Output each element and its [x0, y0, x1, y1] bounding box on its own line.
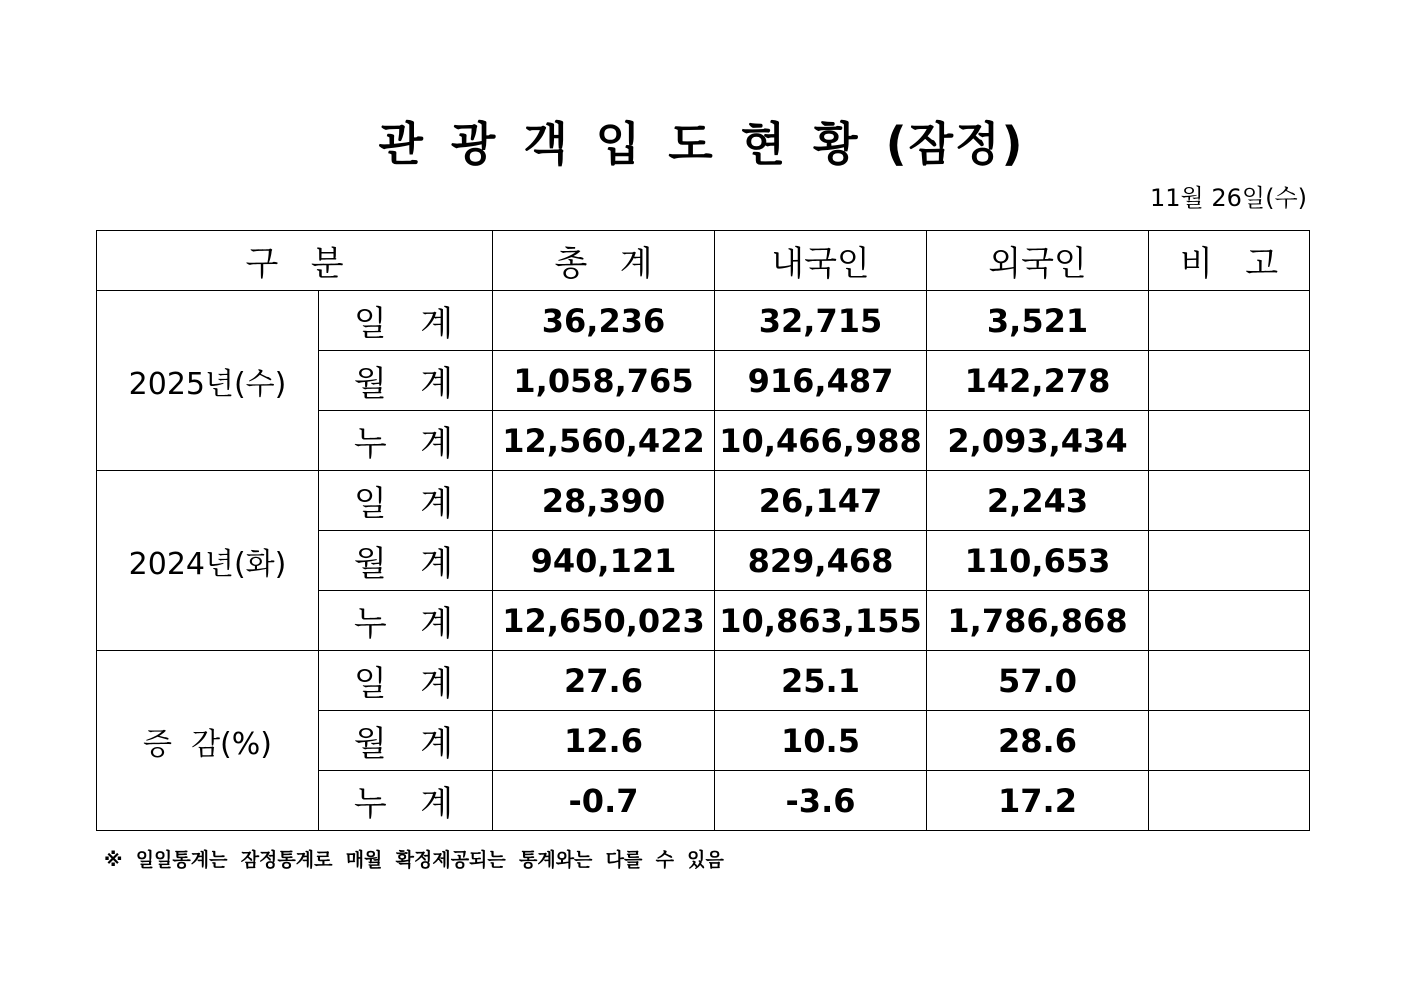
page-title: 관 광 객 입 도 현 황 (잠정): [378, 117, 1025, 171]
row-label: 누 계: [319, 771, 493, 831]
row-label: 일 계: [319, 291, 493, 351]
cell-total: 12,650,023: [493, 591, 715, 651]
row-label: 일 계: [319, 471, 493, 531]
header-remarks: 비 고: [1149, 231, 1310, 291]
cell-total: 1,058,765: [493, 351, 715, 411]
visitor-stats-table: [96, 230, 1310, 831]
cell-total: -0.7: [493, 771, 715, 831]
cell-foreign: 110,653: [927, 531, 1149, 591]
report-date: 11월 26일(수): [1150, 184, 1307, 212]
cell-foreign: 2,093,434: [927, 411, 1149, 471]
cell-remarks: [1149, 291, 1310, 351]
row-label: 누 계: [319, 591, 493, 651]
group-label: 2024년(화): [97, 471, 319, 651]
cell-domestic: 916,487: [715, 351, 927, 411]
cell-domestic: 25.1: [715, 651, 927, 711]
header-foreign: 외국인: [927, 231, 1149, 291]
group-label: 2025년(수): [97, 291, 319, 471]
cell-domestic: -3.6: [715, 771, 927, 831]
row-label: 월 계: [319, 531, 493, 591]
group-label: 증 감(%): [97, 651, 319, 831]
table-row: [97, 471, 1310, 531]
table-header-row: [97, 231, 1310, 291]
cell-total: 12,560,422: [493, 411, 715, 471]
header-domestic: 내국인: [715, 231, 927, 291]
cell-total: 27.6: [493, 651, 715, 711]
row-label: 일 계: [319, 651, 493, 711]
footnote: ※ 일일통계는 잠정통계로 매월 확정제공되는 통계와는 다를 수 있음: [104, 849, 724, 871]
cell-foreign: 2,243: [927, 471, 1149, 531]
cell-foreign: 57.0: [927, 651, 1149, 711]
cell-foreign: 142,278: [927, 351, 1149, 411]
cell-foreign: 17.2: [927, 771, 1149, 831]
row-label: 월 계: [319, 351, 493, 411]
cell-remarks: [1149, 531, 1310, 591]
header-category: 구 분: [97, 231, 493, 291]
cell-domestic: 10,466,988: [715, 411, 927, 471]
cell-remarks: [1149, 411, 1310, 471]
cell-foreign: 28.6: [927, 711, 1149, 771]
cell-total: 940,121: [493, 531, 715, 591]
cell-domestic: 10.5: [715, 711, 927, 771]
cell-domestic: 10,863,155: [715, 591, 927, 651]
cell-foreign: 3,521: [927, 291, 1149, 351]
cell-remarks: [1149, 711, 1310, 771]
cell-remarks: [1149, 651, 1310, 711]
cell-domestic: 829,468: [715, 531, 927, 591]
cell-foreign: 1,786,868: [927, 591, 1149, 651]
header-total: 총 계: [493, 231, 715, 291]
cell-remarks: [1149, 351, 1310, 411]
row-label: 누 계: [319, 411, 493, 471]
cell-total: 36,236: [493, 291, 715, 351]
cell-domestic: 32,715: [715, 291, 927, 351]
cell-domestic: 26,147: [715, 471, 927, 531]
cell-remarks: [1149, 591, 1310, 651]
cell-total: 28,390: [493, 471, 715, 531]
cell-total: 12.6: [493, 711, 715, 771]
table-row: [97, 291, 1310, 351]
cell-remarks: [1149, 471, 1310, 531]
table-row: [97, 651, 1310, 711]
row-label: 월 계: [319, 711, 493, 771]
cell-remarks: [1149, 771, 1310, 831]
